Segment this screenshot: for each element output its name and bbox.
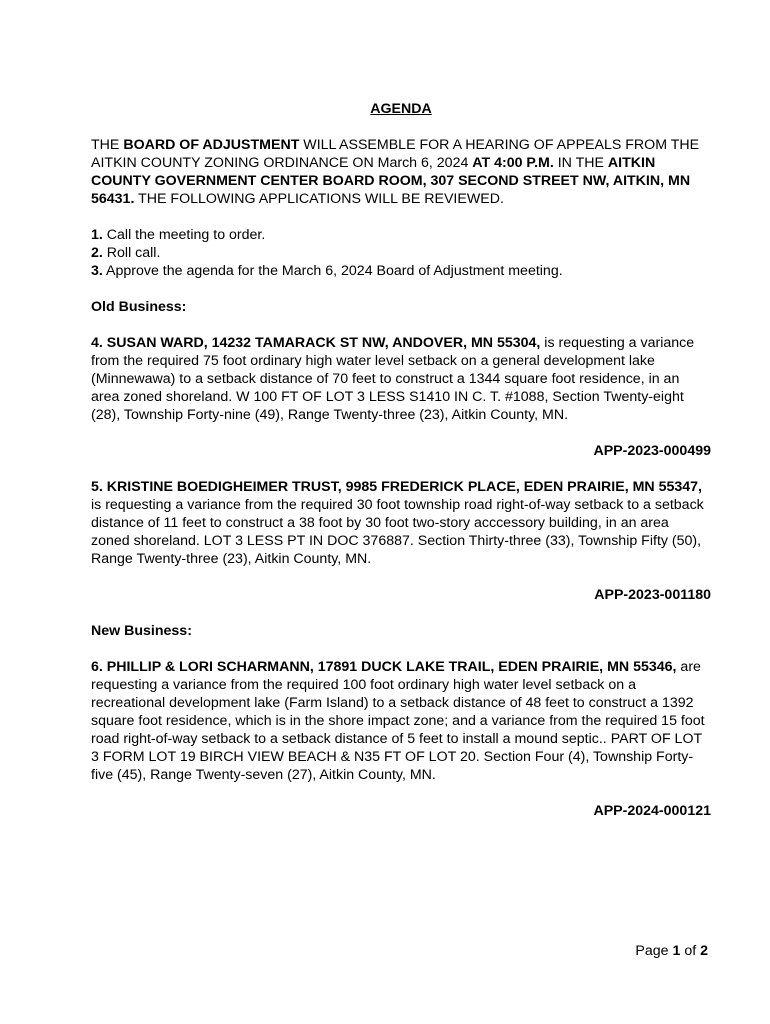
item-number: 2. xyxy=(91,245,103,261)
item-text: Call the meeting to order. xyxy=(102,227,266,243)
intro-board-name: BOARD OF ADJUSTMENT xyxy=(123,137,300,153)
case-paragraph xyxy=(91,334,711,424)
page-total: 2 xyxy=(700,943,708,959)
item-text: Approve the agenda for the March 6, 2024 Board of Adjustment meeting. xyxy=(102,263,563,279)
page-number: 1 xyxy=(672,943,681,959)
agenda-item xyxy=(91,262,711,280)
old-business-heading: Old Business: xyxy=(91,299,187,315)
agenda-items xyxy=(91,226,711,280)
case-applicant: 5. KRISTINE BOEDIGHEIMER TRUST, 9985 FREDERICK PLACE, EDEN PRAIRIE, MN 55347, xyxy=(91,479,702,495)
item-text: Roll call. xyxy=(102,245,161,261)
case-description: is requesting a variance from the required 30 foot township road right-of-way setback to a setback distance of 11 feet to construct a 38 foot by 30 foot two-story acccessory building, in an area zoned shoreland. LOT 3 LESS PT IN DOC 376887. Section Thirty-three (33), Township Fifty (50), Range Twenty-three (23), Aitkin County, MN. xyxy=(91,497,704,567)
intro-text-4: THE FOLLOWING APPLICATIONS WILL BE REVIEWED. xyxy=(134,191,504,207)
intro-paragraph xyxy=(91,136,711,208)
case-paragraph xyxy=(91,478,711,568)
case-applicant: 6. PHILLIP & LORI SCHARMANN, 17891 DUCK LAKE TRAIL, EDEN PRAIRIE, MN 55346, xyxy=(91,659,677,675)
agenda-item xyxy=(91,226,711,244)
case-application-number: APP-2023-000499 xyxy=(593,443,711,459)
intro-time: AT 4:00 P.M. xyxy=(472,155,554,171)
new-business-heading: New Business: xyxy=(91,623,192,639)
item-number: 1. xyxy=(91,227,103,243)
agenda-title: AGENDA xyxy=(370,101,432,117)
page-label: Page xyxy=(635,943,673,959)
case-applicant: 4. SUSAN WARD, 14232 TAMARACK ST NW, ANDOVER, MN 55304, xyxy=(91,335,541,351)
agenda-document xyxy=(91,100,711,838)
case-paragraph xyxy=(91,658,711,784)
intro-text-3: IN THE xyxy=(553,155,608,171)
intro-text-1: THE xyxy=(91,137,124,153)
item-number: 3. xyxy=(91,263,103,279)
case-description: are requesting a variance from the required 100 foot ordinary high water level setback on a recreational development lake (Farm Island) to a setback distance of 48 feet to construct a 1392 square foot residence, which is in the shore impact zone; and a variance from the required 15 foot road right-of-way setback to a setback distance of 5 feet to install a mound septic.. PART OF LOT 3 FORM LOT 19 BIRCH VIEW BEACH & N35 FT OF LOT 20. Section Four (4), Township Forty-five (45), Range Twenty-seven (27), Aitkin County, MN. xyxy=(91,659,705,783)
case-application-number: APP-2023-001180 xyxy=(594,587,711,603)
agenda-item xyxy=(91,244,711,262)
page-of-label: of xyxy=(680,943,701,959)
case-description: is requesting a variance from the required 75 foot ordinary high water level setback on a general development lake (Minnewawa) to a setback distance of 70 feet to construct a 1344 square foot residence, in an area zoned shoreland. W 100 FT OF LOT 3 LESS S1410 IN C. T. #1088, Section Twenty-eight (28), Township Forty-nine (49), Range Twenty-three (23), Aitkin County, MN. xyxy=(91,335,695,423)
intro-location: AITKIN COUNTY GOVERNMENT CENTER BOARD ROOM, 307 SECOND STREET NW, AITKIN, MN 56431. xyxy=(91,155,691,207)
page-footer xyxy=(635,942,708,960)
intro-text-2: WILL ASSEMBLE FOR A HEARING OF APPEALS FROM THE AITKIN COUNTY ZONING ORDINANCE ON March 6, 2024 xyxy=(91,137,700,171)
case-application-number: APP-2024-000121 xyxy=(593,803,711,819)
